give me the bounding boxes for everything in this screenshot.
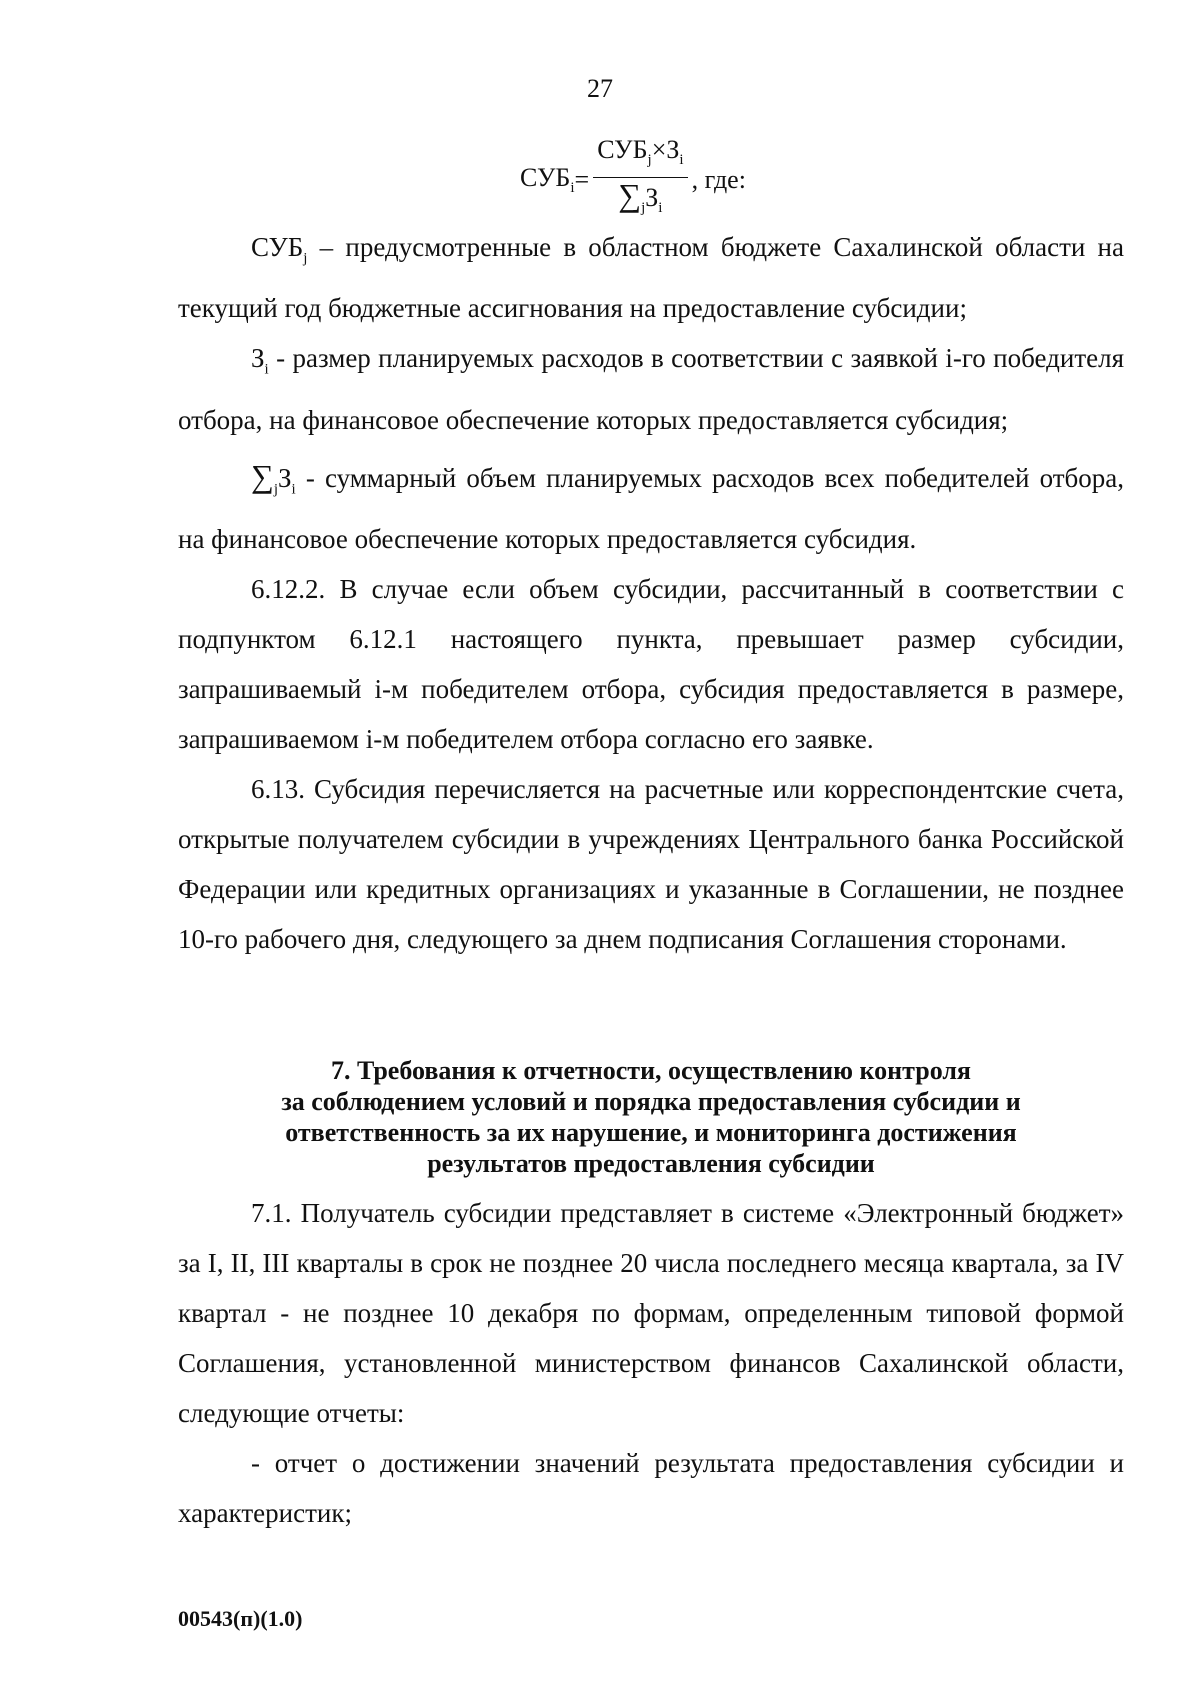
paragraph-6-13: 6.13. Субсидия перечисляется на расчетные или корреспондентские счета, открытые получателем субсидии в учреждениях Центрального банка Российской Федерации или кредитных организациях и указанные в Соглашении, не позднее 10-го рабочего дня, следующего за днем подписания Соглашения сторонами.: [178, 774, 1124, 955]
formula-numerator: $СУБ_j\times З_i$: [593, 135, 687, 178]
formula-lhs: $СУБ_i$: [520, 162, 575, 197]
heading-line-3: ответственность за их нарушение, и мониторинга достижения: [285, 1118, 1017, 1147]
formula-equals: =: [574, 165, 590, 194]
subsidy-formula: [520, 134, 746, 220]
formula-suffix: , где:: [691, 165, 746, 194]
paragraph-7-1-item: - отчет о достижении значений результата предоставления субсидии и характеристик;: [178, 1448, 1124, 1528]
section-7-text: [178, 1188, 1124, 1538]
section-heading: [178, 1055, 1124, 1179]
main-text: [178, 222, 1124, 964]
document-code: 00543(п)(1.0): [178, 1606, 303, 1631]
page-number: 27: [587, 74, 613, 103]
formula-denominator: $\sum_jЗ_i$: [618, 177, 663, 217]
heading-line-2: за соблюдением условий и порядка предоставления субсидии и: [281, 1087, 1021, 1116]
paragraph-6-12-2: 6.12.2. В случае если объем субсидии, рассчитанный в соответствии с подпунктом 6.12.1 настоящего пункта, превышает размер субсидии, запрашиваемый i-м победителем отбора, субсидия предоставляется в размере, запрашиваемом i-м победителем отбора согласно его заявке.: [178, 574, 1124, 755]
formula-fraction: [593, 135, 687, 225]
definition-sum: $\sum_jЗ_i$ - суммарный объем планируемых расходов всех победителей отбора, на финансовое обеспечение которых предоставляется субсидия.: [178, 457, 1124, 555]
heading-line-1: 7. Требования к отчетности, осуществлению контроля: [330, 1056, 972, 1085]
definition-z-i: $З_i$ - размер планируемых расходов в соответствии с заявкой i-го победителя отбора, на финансовое обеспечение которых предоставляется субсидия;: [178, 343, 1124, 435]
definition-sub-j: $СУБ_j$ – предусмотренные в областном бюджете Сахалинской области на текущий год бюджетные ассигнования на предоставление субсидии;: [178, 232, 1124, 324]
heading-line-4: результатов предоставления субсидии: [427, 1149, 875, 1178]
paragraph-7-1: 7.1. Получатель субсидии представляет в системе «Электронный бюджет» за I, II, III кварталы в срок не позднее 20 числа последнего месяца квартала, за IV квартал - не позднее 10 декабря по формам, определенным типовой формой Соглашения, установленной министерством финансов Сахалинской области, следующие отчеты:: [178, 1198, 1124, 1428]
